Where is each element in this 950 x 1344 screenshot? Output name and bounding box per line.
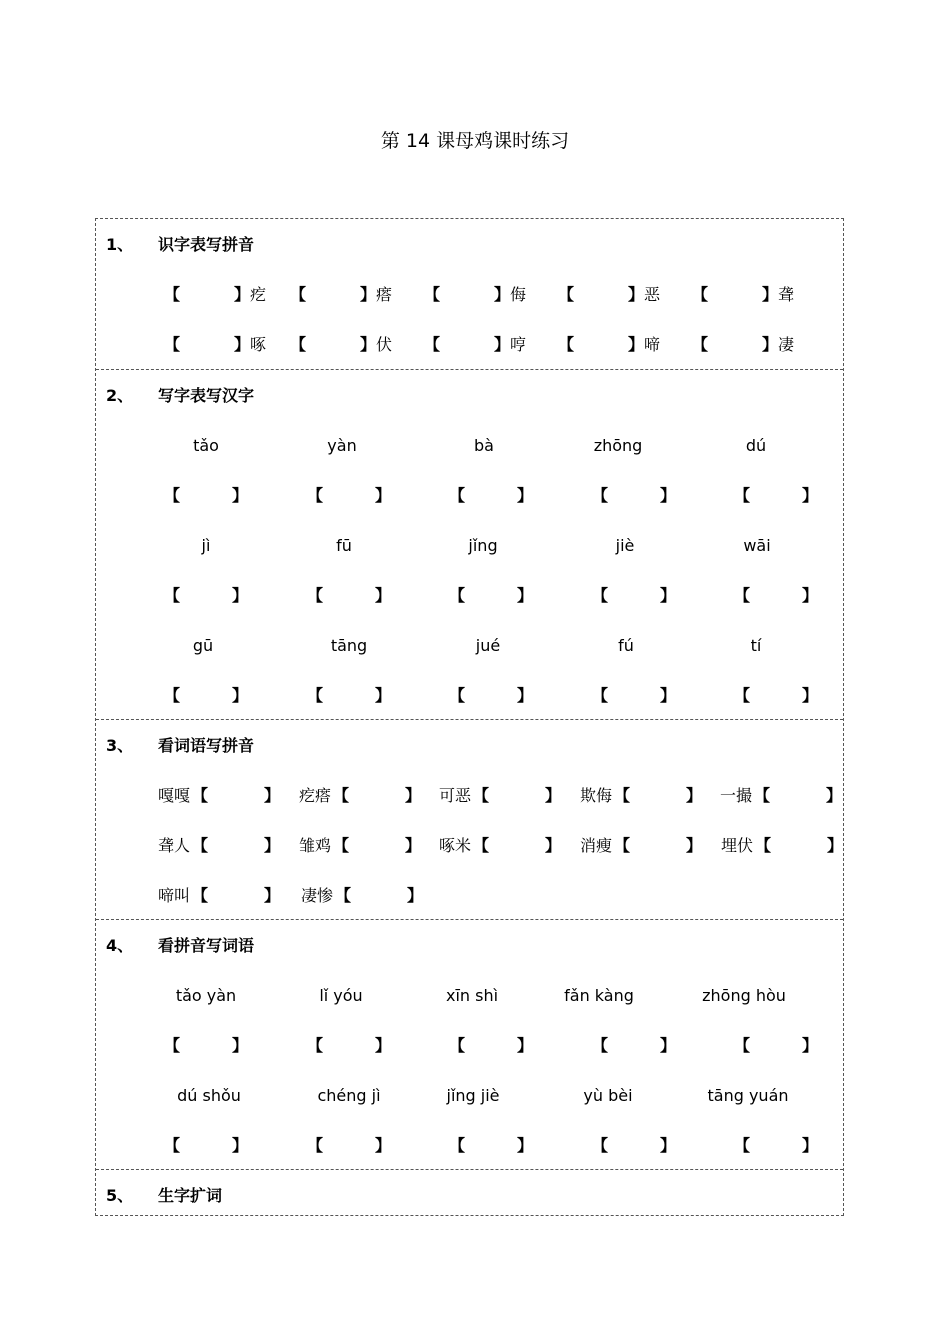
section-number: 1、 (106, 235, 134, 254)
pinyin: dú shǒu (177, 1086, 241, 1105)
char-pinyin-row: 【 】 疙 【 】 瘩 【 】 侮 【 】 恶 【 】 聋 (96, 283, 843, 307)
pinyin: chéng jì (317, 1086, 381, 1105)
section-4 (96, 919, 843, 1169)
pinyin-row (96, 434, 843, 458)
pinyin-row (96, 1084, 843, 1108)
answer-blank-row: 【 】 【 】 【 】 【 】 【 】 (164, 1136, 819, 1155)
word-pinyin-row: 聋人 【 】 雏鸡 【 】 啄米 【 】 消瘦 【 】 埋伏 【 】 (96, 834, 843, 858)
char: 哼 (510, 335, 527, 354)
word: 雏鸡 (299, 836, 332, 855)
pinyin: tǎo yàn (175, 986, 237, 1005)
word: 消瘦 (580, 836, 613, 855)
answer-blank-row: 【 】 【 】 【 】 【 】 【 】 (164, 586, 819, 605)
section-number: 4、 (106, 936, 134, 955)
word-pinyin-row: 啼叫 【 】 凄惨 【 】 (96, 884, 843, 908)
char: 凄 (778, 335, 795, 354)
word: 啼叫 (158, 886, 191, 905)
answer-blank-row: 【 】 【 】 【 】 【 】 【 】 (164, 1036, 819, 1055)
section-title: 写字表写汉字 (158, 386, 255, 405)
word: 凄惨 (301, 886, 334, 905)
char: 伏 (376, 335, 393, 354)
pinyin: bà (474, 436, 494, 455)
pinyin: wāi (743, 536, 771, 555)
pinyin-row (96, 634, 843, 658)
pinyin: lǐ yóu (319, 986, 363, 1005)
section-title: 生字扩词 (158, 1186, 223, 1205)
char: 瘩 (376, 285, 393, 304)
answer-blank-row: 【 】 【 】 【 】 【 】 【 】 (164, 486, 819, 505)
word: 嘎嘎 (158, 786, 191, 805)
pinyin: jǐng jiè (446, 1086, 500, 1105)
section-title: 看词语写拼音 (158, 736, 255, 755)
pinyin-row (96, 534, 843, 558)
pinyin: gū (192, 636, 214, 655)
char: 啼 (644, 335, 661, 354)
word: 埋伏 (721, 836, 754, 855)
pinyin: zhōng hòu (702, 986, 786, 1005)
word: 欺侮 (580, 786, 613, 805)
pinyin: tāng yuán (707, 1086, 789, 1105)
section-1 (96, 219, 843, 369)
pinyin: tǎo (193, 436, 219, 455)
word: 可恶 (439, 786, 472, 805)
word: 聋人 (158, 836, 191, 855)
pinyin: fǎn kàng (564, 986, 634, 1005)
pinyin: fú (618, 636, 634, 655)
section-number: 2、 (106, 386, 134, 405)
char: 啄 (250, 335, 267, 354)
page-title: 第 14 课母鸡课时练习 (380, 130, 570, 152)
section-5 (96, 1169, 843, 1217)
word: 一撮 (720, 786, 753, 805)
word-pinyin-row: 嘎嘎 【 】 疙瘩 【 】 可恶 【 】 欺侮 【 】 一撮 【 】 (96, 784, 843, 808)
pinyin: jì (201, 536, 211, 555)
char: 侮 (510, 285, 527, 304)
pinyin: yù bèi (583, 1086, 633, 1105)
word: 啄米 (439, 836, 472, 855)
section-number: 3、 (106, 736, 134, 755)
section-title: 识字表写拼音 (158, 235, 255, 254)
section-number: 5、 (106, 1186, 134, 1205)
word: 疙瘩 (299, 786, 332, 805)
pinyin: tí (750, 636, 762, 655)
worksheet-table (95, 218, 844, 1216)
char-pinyin-row: 【 】 啄 【 】 伏 【 】 哼 【 】 啼 【 】 凄 (96, 333, 843, 357)
section-title: 看拼音写词语 (158, 936, 255, 955)
section-3 (96, 719, 843, 919)
answer-blank-row: 【 】 【 】 【 】 【 】 【 】 (164, 686, 819, 705)
char: 疙 (250, 285, 267, 304)
pinyin: yàn (327, 436, 357, 455)
pinyin: xīn shì (445, 986, 499, 1005)
pinyin: zhōng (593, 436, 643, 455)
pinyin: jiè (615, 536, 635, 555)
section-2 (96, 369, 843, 719)
char: 聋 (778, 285, 795, 304)
pinyin: fū (336, 536, 352, 555)
pinyin: dú (745, 436, 767, 455)
pinyin: tāng (330, 636, 368, 655)
pinyin-row (96, 984, 843, 1008)
char: 恶 (644, 285, 661, 304)
pinyin: jué (475, 636, 501, 655)
pinyin: jǐng (468, 536, 498, 555)
